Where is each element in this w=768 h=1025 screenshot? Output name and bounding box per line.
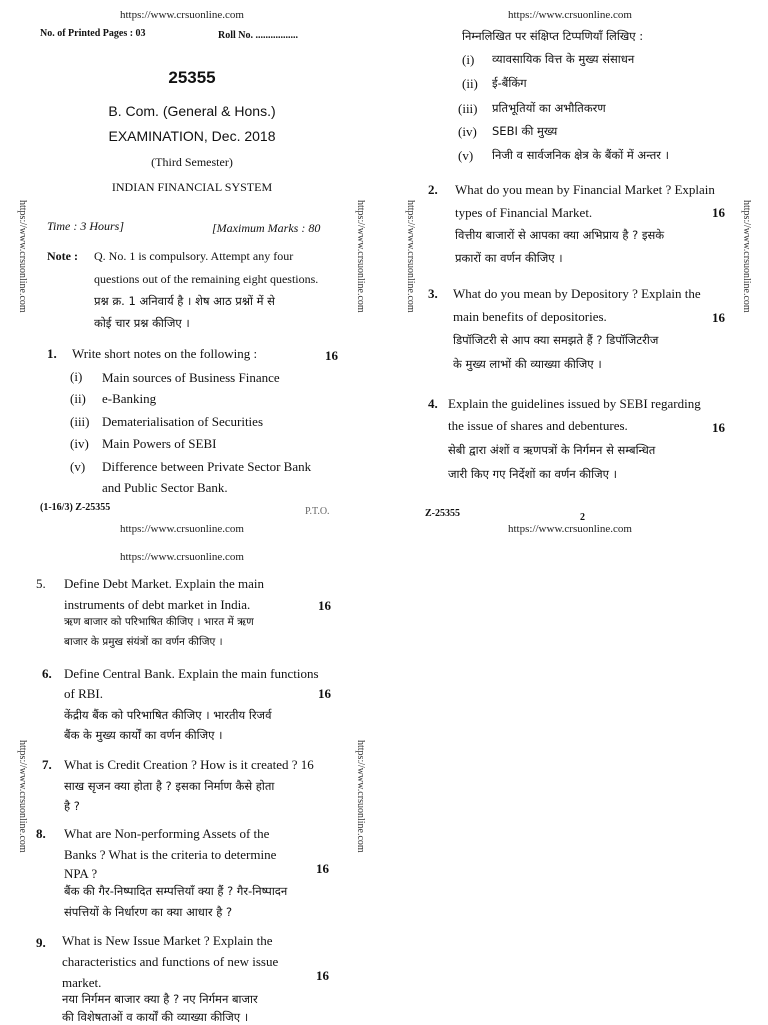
q9-marks: 16 <box>316 968 329 983</box>
q1-hindi-item-4-num: (iv) <box>458 124 477 139</box>
q7-english-1: What is Credit Creation ? How is it created ? 16 <box>64 757 314 772</box>
q1-number: 1. <box>47 346 57 361</box>
q1-item-1-num: (i) <box>70 369 83 384</box>
q3-english-2: main benefits of depositories. <box>453 309 607 324</box>
q2-hindi-2: प्रकारों का वर्णन कीजिए । <box>455 251 563 265</box>
q9-hindi-1: नया निर्गमन बाजार क्या है ? नए निर्गमन बाजार <box>62 992 258 1006</box>
printed-pages: No. of Printed Pages : 03 <box>40 28 146 39</box>
page3-header-url: https://www.crsuonline.com <box>120 551 244 563</box>
q4-english-2: the issue of shares and debentures. <box>448 418 628 433</box>
q6-hindi-1: केंद्रीय बैंक को परिभाषित कीजिए । भारतीय रिजर्व <box>64 708 272 722</box>
q2-marks: 16 <box>712 205 725 220</box>
q9-number: 9. <box>36 935 46 950</box>
page1-footer-url: https://www.crsuonline.com <box>120 523 244 535</box>
q8-english-3: NPA ? <box>64 866 98 881</box>
q3-marks: 16 <box>712 310 725 325</box>
q8-hindi-1: बैंक की गैर-निष्पादित सम्पत्तियाँ क्या हैं ? गैर-निष्पादन <box>64 884 288 898</box>
q1-hindi-item-2: ई-बैंकिंग <box>492 76 527 90</box>
side-watermark-middle-2: https://www.crsuonline.com <box>405 200 416 313</box>
side-watermark-left: https://www.crsuonline.com <box>17 200 28 313</box>
q1-item-5-num: (v) <box>70 459 86 474</box>
q1-item-5-cont: and Public Sector Bank. <box>102 480 228 495</box>
note-english-1: Q. No. 1 is compulsory. Attempt any four <box>94 249 294 263</box>
side-watermark-right: https://www.crsuonline.com <box>741 200 752 313</box>
q2-english-2: types of Financial Market. <box>455 205 593 220</box>
q1-item-1: Main sources of Business Finance <box>102 370 280 385</box>
exam-title: EXAMINATION, Dec. 2018 <box>108 128 276 144</box>
q5-hindi-2: बाजार के प्रमुख संयंत्रों का वर्णन कीजिए । <box>64 636 223 648</box>
q1-item-4-num: (iv) <box>70 436 89 451</box>
semester: (Third Semester) <box>151 155 233 169</box>
q9-english-1: What is New Issue Market ? Explain the <box>62 933 273 948</box>
subject-title: INDIAN FINANCIAL SYSTEM <box>111 180 273 194</box>
q1-hindi-item-2-num: (ii) <box>462 76 478 91</box>
q5-number: 5. <box>36 576 46 591</box>
pto: P.T.O. <box>305 506 330 517</box>
q2-number: 2. <box>428 182 438 197</box>
side-watermark-middle: https://www.crsuonline.com <box>355 200 366 313</box>
page2-header-url: https://www.crsuonline.com <box>508 9 632 21</box>
q1-hindi-item-5-num: (v) <box>458 148 474 163</box>
q6-hindi-2: बैंक के मुख्य कार्यों का वर्णन कीजिए । <box>64 728 223 742</box>
q5-english-1: Define Debt Market. Explain the main <box>64 576 264 591</box>
q3-number: 3. <box>428 286 438 301</box>
q1-text: Write short notes on the following : <box>72 346 258 361</box>
q8-english-2: Banks ? What is the criteria to determine <box>64 847 277 862</box>
roll-no: Roll No. ................. <box>218 30 298 41</box>
q1-marks: 16 <box>325 348 338 363</box>
side-watermark-middle-lower: https://www.crsuonline.com <box>355 740 366 853</box>
q8-english-1: What are Non-performing Assets of the <box>64 826 270 841</box>
q7-hindi-1: साख सृजन क्या होता है ? इसका निर्माण कैसे होता <box>64 779 275 793</box>
q1-hindi-item-3: प्रतिभूतियों का अभौतिकरण <box>492 101 606 115</box>
q4-hindi-1: सेबी द्वारा अंशों व ऋणपत्रों के निर्गमन से सम्बन्धित <box>448 443 656 457</box>
note-hindi-1: प्रश्न क्र. 1 अनिवार्य है । शेष आठ प्रश्नों में से <box>94 294 275 308</box>
q1-item-2: e-Banking <box>102 391 157 406</box>
q8-number: 8. <box>36 826 46 841</box>
q4-english-1: Explain the guidelines issued by SEBI regarding <box>448 396 701 411</box>
q5-english-2: instruments of debt market in India. <box>64 597 251 612</box>
note-label: Note : <box>47 249 78 263</box>
q5-hindi-1: ऋण बाजार को परिभाषित कीजिए । भारत में ऋण <box>64 616 254 628</box>
q1-hindi-item-1-num: (i) <box>462 52 475 67</box>
maximum-marks: [Maximum Marks : 80 <box>212 221 321 235</box>
q5-marks: 16 <box>318 598 331 613</box>
q7-number: 7. <box>42 757 52 772</box>
q2-english-1: What do you mean by Financial Market ? Explain <box>455 182 715 197</box>
q9-english-2: characteristics and functions of new issue <box>62 954 279 969</box>
note-hindi-2: कोई चार प्रश्न कीजिए । <box>94 316 190 330</box>
q8-hindi-2: संपत्तियों के निर्धारण का क्या आधार है ? <box>64 905 233 919</box>
q1-item-2-num: (ii) <box>70 391 86 406</box>
q6-number: 6. <box>42 666 52 681</box>
page1-footer-code: (1-16/3) Z-25355 <box>40 502 111 513</box>
q9-english-3: market. <box>62 975 102 990</box>
q8-marks: 16 <box>316 861 329 876</box>
page2-number: 2 <box>580 512 585 523</box>
note-english-2: questions out of the remaining eight questions. <box>94 272 319 286</box>
q6-english-2: of RBI. <box>64 686 103 701</box>
time-allowed: Time : 3 Hours] <box>47 219 125 233</box>
q6-english-1: Define Central Bank. Explain the main functions <box>64 666 319 681</box>
q1-hindi-item-5: निजी व सार्वजनिक क्षेत्र के बैंकों में अन्तर । <box>492 148 670 162</box>
side-watermark-left-lower: https://www.crsuonline.com <box>17 740 28 853</box>
q1-item-3-num: (iii) <box>70 414 90 429</box>
q2-hindi-1: वित्तीय बाजारों से आपका क्या अभिप्राय है ? इसके <box>455 228 665 242</box>
q4-marks: 16 <box>712 420 725 435</box>
q1-hindi-item-1: व्यावसायिक वित्त के मुख्य संसाधन <box>492 52 635 66</box>
q1-hindi-item-4: SEBI की मुख्य <box>492 124 558 138</box>
q1-hindi-item-3-num: (iii) <box>458 101 478 116</box>
q1-item-5: Difference between Private Sector Bank <box>102 459 312 474</box>
q3-hindi-2: के मुख्य लाभों की व्याख्या कीजिए । <box>453 357 602 371</box>
page2-footer-code: Z-25355 <box>425 508 460 519</box>
q7-hindi-2: है ? <box>64 799 80 813</box>
q1-item-3: Dematerialisation of Securities <box>102 414 264 429</box>
page2-footer-url: https://www.crsuonline.com <box>508 523 632 535</box>
q3-hindi-1: डिपॉजिटरी से आप क्या समझते हैं ? डिपॉजिटरीज <box>453 333 659 347</box>
course-title: B. Com. (General & Hons.) <box>108 103 276 119</box>
q1-hindi-heading: निम्नलिखित पर संक्षिप्त टिप्पणियाँ लिखिए : <box>462 29 644 43</box>
q9-hindi-2: की विशेषताओं व कार्यों की व्याख्या कीजिए । <box>62 1010 249 1024</box>
q6-marks: 16 <box>318 686 331 701</box>
q4-number: 4. <box>428 396 438 411</box>
page1-header-url: https://www.crsuonline.com <box>120 9 244 21</box>
paper-code: 25355 <box>168 68 216 87</box>
q1-item-4: Main Powers of SEBI <box>102 436 217 451</box>
q4-hindi-2: जारी किए गए निर्देशों का वर्णन कीजिए । <box>448 467 617 481</box>
q3-english-1: What do you mean by Depository ? Explain the <box>453 286 701 301</box>
